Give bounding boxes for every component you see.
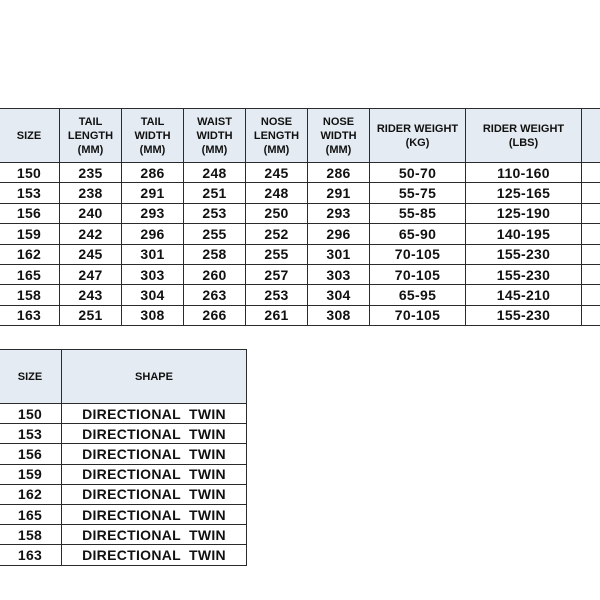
cell-size: 156 <box>0 203 60 223</box>
cell-cut-off <box>582 183 600 203</box>
cell-nose-length: 248 <box>246 183 308 203</box>
cell-weight-lbs: 125-165 <box>466 183 582 203</box>
cell-weight-lbs: 140-195 <box>466 224 582 244</box>
table-row <box>0 224 600 244</box>
cell-nose-width: 293 <box>308 203 370 223</box>
cell-size: 156 <box>0 444 62 464</box>
table-row <box>0 545 247 565</box>
shape-table <box>0 349 247 566</box>
shape-header-row <box>0 350 247 404</box>
cell-cut-off <box>582 305 600 325</box>
cell-tail-width: 304 <box>122 285 184 305</box>
cell-shape: DIRECTIONAL TWIN <box>62 404 247 424</box>
cell-size: 150 <box>0 404 62 424</box>
cell-tail-width: 291 <box>122 183 184 203</box>
cell-size: 159 <box>0 464 62 484</box>
cell-nose-length: 261 <box>246 305 308 325</box>
cell-size: 150 <box>0 163 60 183</box>
cell-shape: DIRECTIONAL TWIN <box>62 444 247 464</box>
cell-shape: DIRECTIONAL TWIN <box>62 424 247 444</box>
cell-tail-length: 251 <box>60 305 122 325</box>
cell-weight-kg: 70-105 <box>370 305 466 325</box>
cell-size: 162 <box>0 484 62 504</box>
shape-header-size: SIZE <box>0 350 62 404</box>
table-row <box>0 285 600 305</box>
cell-weight-kg: 65-95 <box>370 285 466 305</box>
cell-nose-length: 245 <box>246 163 308 183</box>
table-row <box>0 244 600 264</box>
cell-tail-length: 243 <box>60 285 122 305</box>
cell-shape: DIRECTIONAL TWIN <box>62 525 247 545</box>
header-size: SIZE <box>0 109 60 163</box>
cell-size: 165 <box>0 504 62 524</box>
header-nose-length: NOSE LENGTH (MM) <box>246 109 308 163</box>
cell-nose-length: 250 <box>246 203 308 223</box>
cell-size: 159 <box>0 224 60 244</box>
cell-shape: DIRECTIONAL TWIN <box>62 504 247 524</box>
cell-nose-width: 303 <box>308 264 370 284</box>
cell-shape: DIRECTIONAL TWIN <box>62 464 247 484</box>
cell-tail-length: 242 <box>60 224 122 244</box>
cell-tail-length: 240 <box>60 203 122 223</box>
cell-tail-length: 238 <box>60 183 122 203</box>
table-row <box>0 484 247 504</box>
table-row <box>0 444 247 464</box>
cell-tail-length: 235 <box>60 163 122 183</box>
shape-header-shape: SHAPE <box>62 350 247 404</box>
cell-weight-kg: 70-105 <box>370 244 466 264</box>
spec-table <box>0 108 600 326</box>
cell-shape: DIRECTIONAL TWIN <box>62 545 247 565</box>
cell-cut-off <box>582 264 600 284</box>
cell-nose-length: 257 <box>246 264 308 284</box>
header-tail-width: TAIL WIDTH (MM) <box>122 109 184 163</box>
cell-size: 163 <box>0 545 62 565</box>
cell-size: 158 <box>0 525 62 545</box>
cell-size: 163 <box>0 305 60 325</box>
cell-weight-lbs: 125-190 <box>466 203 582 223</box>
cell-nose-length: 252 <box>246 224 308 244</box>
table-row <box>0 424 247 444</box>
cell-waist-width: 253 <box>184 203 246 223</box>
cell-nose-width: 286 <box>308 163 370 183</box>
header-cut-off-column <box>582 109 600 163</box>
cell-nose-length: 253 <box>246 285 308 305</box>
cell-size: 153 <box>0 424 62 444</box>
cell-size: 162 <box>0 244 60 264</box>
cell-tail-width: 308 <box>122 305 184 325</box>
cell-cut-off <box>582 163 600 183</box>
cell-weight-lbs: 145-210 <box>466 285 582 305</box>
cell-weight-lbs: 155-230 <box>466 305 582 325</box>
cell-waist-width: 248 <box>184 163 246 183</box>
header-nose-width: NOSE WIDTH (MM) <box>308 109 370 163</box>
cell-tail-length: 245 <box>60 244 122 264</box>
cell-nose-width: 308 <box>308 305 370 325</box>
header-rider-weight-kg: RIDER WEIGHT (KG) <box>370 109 466 163</box>
table-row <box>0 305 600 325</box>
cell-waist-width: 266 <box>184 305 246 325</box>
table-row <box>0 203 600 223</box>
cell-weight-kg: 55-75 <box>370 183 466 203</box>
table-row <box>0 464 247 484</box>
cell-shape: DIRECTIONAL TWIN <box>62 484 247 504</box>
spec-header-row <box>0 109 600 163</box>
header-rider-weight-lbs: RIDER WEIGHT (LBS) <box>466 109 582 163</box>
cell-cut-off <box>582 285 600 305</box>
cell-tail-width: 286 <box>122 163 184 183</box>
cell-weight-lbs: 155-230 <box>466 244 582 264</box>
cell-weight-lbs: 110-160 <box>466 163 582 183</box>
cell-waist-width: 260 <box>184 264 246 284</box>
cell-tail-length: 247 <box>60 264 122 284</box>
cell-nose-length: 255 <box>246 244 308 264</box>
header-waist-width: WAIST WIDTH (MM) <box>184 109 246 163</box>
cell-nose-width: 304 <box>308 285 370 305</box>
cell-cut-off <box>582 203 600 223</box>
cell-weight-kg: 70-105 <box>370 264 466 284</box>
cell-waist-width: 258 <box>184 244 246 264</box>
table-row <box>0 525 247 545</box>
cell-weight-kg: 50-70 <box>370 163 466 183</box>
cell-waist-width: 255 <box>184 224 246 244</box>
cell-size: 153 <box>0 183 60 203</box>
cell-weight-kg: 55-85 <box>370 203 466 223</box>
cell-weight-lbs: 155-230 <box>466 264 582 284</box>
table-row <box>0 264 600 284</box>
cell-cut-off <box>582 224 600 244</box>
cell-tail-width: 303 <box>122 264 184 284</box>
cell-size: 158 <box>0 285 60 305</box>
cell-weight-kg: 65-90 <box>370 224 466 244</box>
cell-size: 165 <box>0 264 60 284</box>
cell-tail-width: 296 <box>122 224 184 244</box>
cell-nose-width: 301 <box>308 244 370 264</box>
table-row <box>0 504 247 524</box>
table-row <box>0 183 600 203</box>
cell-tail-width: 293 <box>122 203 184 223</box>
cell-waist-width: 263 <box>184 285 246 305</box>
cell-tail-width: 301 <box>122 244 184 264</box>
cell-cut-off <box>582 244 600 264</box>
table-row <box>0 163 600 183</box>
header-tail-length: TAIL LENGTH (MM) <box>60 109 122 163</box>
table-row <box>0 404 247 424</box>
cell-nose-width: 296 <box>308 224 370 244</box>
cell-waist-width: 251 <box>184 183 246 203</box>
cell-nose-width: 291 <box>308 183 370 203</box>
